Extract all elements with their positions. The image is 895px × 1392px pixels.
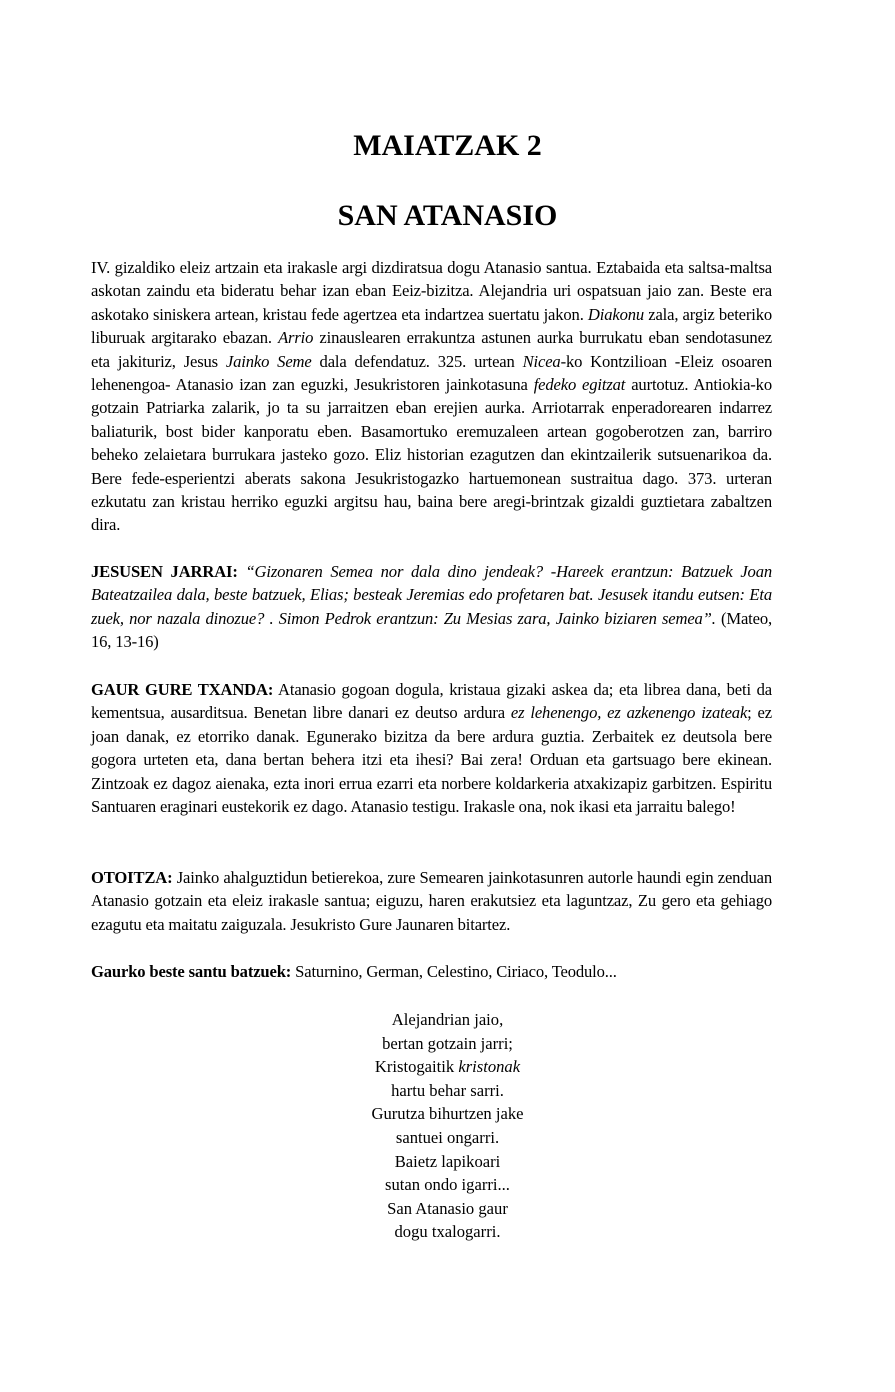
poem-line: bertan gotzain jarri; <box>382 1033 513 1053</box>
gaur-italic-phrase: ez lehenengo, ez azkenengo izateak <box>510 703 748 723</box>
jesusen-jarrai-reference: (Mateo, 16, 13-16) <box>91 608 773 652</box>
otoitza-label: OTOITZA: <box>91 868 173 887</box>
poem-line: hartu behar sarri. <box>391 1080 504 1100</box>
poem <box>0 1008 895 1244</box>
poem-line: Alejandrian jaio, <box>391 1010 504 1029</box>
intro-text-2: zala, argiz beteriko liburuak argitarako ebazan. <box>91 304 772 348</box>
poem-line: dogu txalogarri. <box>394 1222 501 1242</box>
gaur-text-2: ; ez joan danak, ez etorriko danak. Egunerako bizitza da bere ardura guztia. Zerbaitek ez deutsola bere gogora urteten eta, dana bertan behera itzi eta ihesi? Bai zera! Orduan eta gartsuago bere ekinean. Zintzoak ez dagoz aienaka, ezta inori errua ezarri eta norbere koldarkeria atxakizapiz garbitzen. Espiritu Santuaren eraginari eustekorik ez dago. Atanasio testigu. Irakasle ona, nok ikasi eta jarraitu balego! <box>91 703 772 817</box>
poem-line-text: Kristogaitik <box>374 1057 459 1077</box>
gaur-gure-txanda-paragraph <box>91 678 772 818</box>
jesusen-jarrai-label: JESUSEN JARRAI: <box>91 562 238 581</box>
poem-line: santuei ongarri. <box>395 1127 500 1147</box>
other-saints-text: Saturnino, German, Celestino, Ciriaco, Teodulo... <box>291 962 617 981</box>
intro-italic-arrio: Arrio <box>278 328 314 348</box>
poem-line: sutan ondo igarri... <box>385 1175 510 1195</box>
gaur-gure-txanda-label: GAUR GURE TXANDA: <box>91 680 274 699</box>
intro-text-1: IV. gizaldiko eleiz artzain eta irakasle argi dizdiratsua dogu Atanasio santua. Eztabaida eta saltsa-maltsa askotan zaindu eta bideratu behar izan eban Eeiz-bizitza. Alejandria uri ospatsuan jaio zan. Beste era askotako siniskera artean, kristau fede agertzea eta indartzea suertatu jakon. <box>91 258 772 324</box>
intro-text-3: zinauslearen errakuntza astunen aurka burrukatu eban sendotasunez eta jakituriz, Jesus <box>91 328 772 371</box>
intro-text-6: aurtotuz. Antiokia-ko gotzain Patriarka zalarik, jo ta su jarraitzen eban erejien aurka. Arriotarrak enperadorearen indarrez baliaturik, bost bider kanporatu eben. Basamortuko eremuzaleen artean gogoberotzen zan, barriro beheko zelaietara burrukara jasteko gozo. Eliz historian ezagutzen dan ekintzailerik sutsuenarikoa da. Bere fede-esperientzi aberats sakona Jesukristogazko hartuemonean sustraitua dago. 373. urteran ezkutatu zan kristau herriko eguzki argitsu hau, baina bere aregi-brintzak gizaldi guztietara zabaltzen dira. <box>91 375 772 535</box>
intro-italic-diakonu: Diakonu <box>587 304 645 324</box>
intro-italic-nicea: Nicea <box>522 351 561 371</box>
gaur-text-1: Atanasio gogoan dogula, kristaua gizaki askea da; eta librea dana, beti da kementsua, ausarditsua. Benetan libre danari ez deutso ardura <box>91 680 772 723</box>
poem-line <box>0 1055 895 1079</box>
intro-italic-jainko-seme: Jainko Seme <box>225 351 312 371</box>
poem-line: San Atanasio gaur <box>387 1198 508 1218</box>
intro-italic-fedeko-egitzat: fedeko egitzat <box>533 375 626 395</box>
intro-paragraph <box>91 256 772 537</box>
intro-text-4: dala defendatuz. 325. urtean <box>311 351 523 371</box>
jesusen-jarrai-quote: “Gizonaren Semea nor dala dino jendeak? -Hareek erantzun: Batzuek Joan Bateatzailea dala, beste batzuek, Elias; besteak Jeremias edo profetaren bat. Jesusek itandu eutsen: Eta zuek, nor nazala dinozue? . Simon Pedrok erantzun: Zu Mesias zara, Jainko biziaren semea”. <box>91 562 772 628</box>
intro-text-5: -ko Kontzilioan -Eleiz osoaren lehenengoa- Atanasio izan zan eguzki, Jesukristoren jainkotasuna <box>91 351 773 395</box>
poem-line: Baietz lapikoari <box>394 1151 501 1171</box>
page-title-date: MAIATZAK 2 <box>353 129 542 162</box>
otoitza-paragraph <box>91 866 772 936</box>
other-saints-label: Gaurko beste santu batzuek: <box>91 962 292 981</box>
otoitza-text: Jainko ahalguztidun betierekoa, zure Semearen jainkotasunren autorle haundi egin zenduan Atanasio gotzain eta eleiz irakasle santua; eiguzu, haren erakutsiez eta laguntzaz, Zu gero eta gehiago ezagutu eta maitatu zaiguzala. Jesukristo Gure Jaunaren bitartez. <box>91 868 772 934</box>
other-saints-paragraph <box>91 960 772 983</box>
poem-italic-word: kristonak <box>458 1057 521 1077</box>
poem-line: Gurutza bihurtzen jake <box>371 1104 524 1124</box>
jesusen-jarrai-paragraph <box>91 560 772 654</box>
saint-title: SAN ATANASIO <box>337 199 558 232</box>
